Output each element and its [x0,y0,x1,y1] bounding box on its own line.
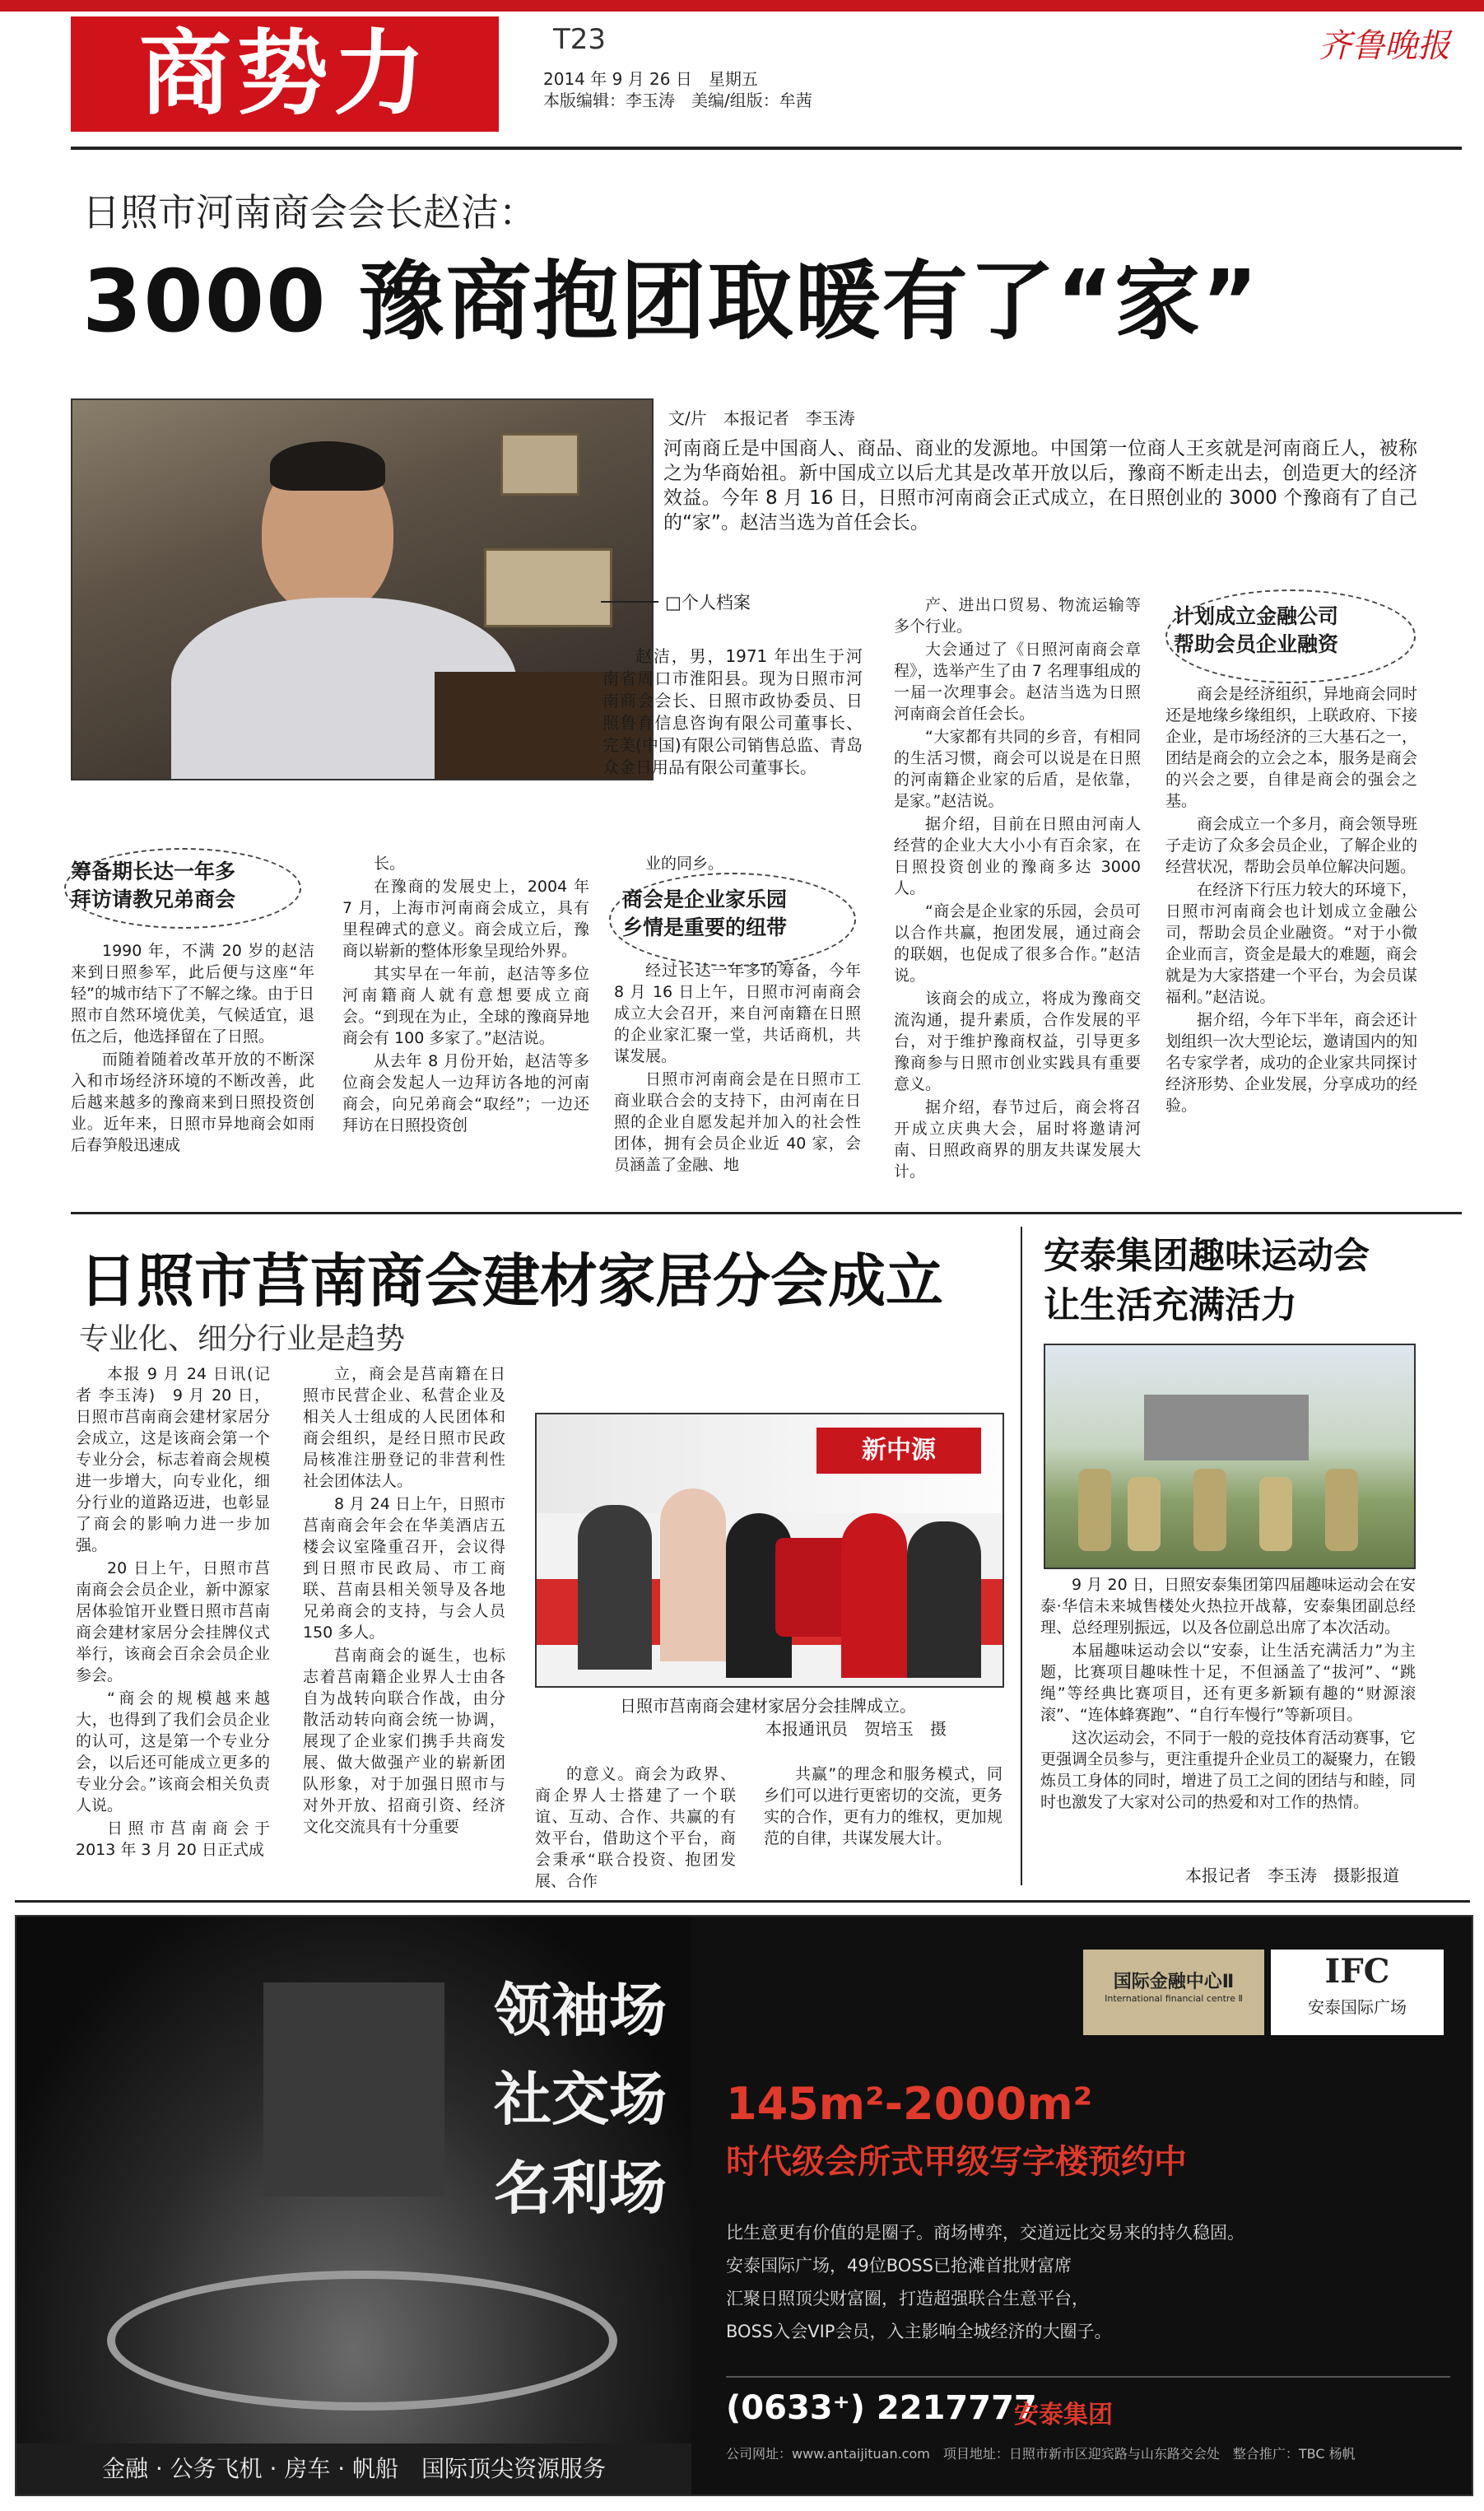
subhead-3 [1174,603,1412,659]
portrait-hair [270,441,385,491]
lead-byline: 文/片 本报记者 李玉涛 [668,408,855,428]
advertisement [15,1915,1473,2496]
brand-ifc2-en: International financial centre Ⅱ [1105,1993,1243,2004]
lead-intro: 河南商丘是中国商人、商品、商业的发源地。中国第一位商人王亥就是河南商丘人，被称之为华商始祖。新中国成立以后尤其是改革开放以后，豫商不断走出去，创造更大的经济效益。今年 8 月 16 日，日照市河南商会正式成立，在日照创业的 3000 个豫商有了自己的“家”。赵洁当选为首任会长。 [663,438,1417,533]
ad-bottom-strip: 金融 · 公务飞机 · 房车 · 帆船 国际顶尖资源服务 [16,2443,691,2495]
paragraph: 这次运动会，不同于一般的竞技体育活动赛事，它更强调全员参与，更注重提升企业员工的凝聚力，在锻炼员工身体的同时，增进了员工之间的团结与和睦，同时也激发了大家对公司的热爱和对工作的热情。 [1040,1729,1417,1811]
person-1 [578,1505,652,1670]
paragraph: 莒南商会的诞生，也标志着莒南籍企业界人士由各自为战转向联合作战，由分散活动转向商会统一协调，展现了企业家们携手共商发展、做大做强产业的崭新团队形象，对于加强日照市与对外开放、招商引资、经济文化交流具有十分重要 [303,1647,505,1836]
subhead-3-line-1: 计划成立金融公司 [1174,604,1339,628]
paragraph: 共赢”的理念和服务模式，同乡们可以进行更密切的交流，更务实的合作，更有力的维权，更加规范的自律，共谋发展大计。 [764,1765,1003,1847]
wall-certificate [500,433,579,496]
paragraph: 日照市莒南商会于 2013 年 3 月 20 日正式成 [76,1819,270,1859]
lead-col-1 [71,940,314,1158]
subhead-1-line-1: 筹备期长达一年多 [71,860,236,883]
sack-racer [1325,1469,1358,1551]
slogan-line: 社交场 [494,2065,667,2133]
sack-racer [1078,1469,1111,1551]
paragraph: 8 月 24 日上午，日照市莒南商会年会在华美酒店五楼会议室隆重召开，会议得到日照市民政局、市工商联、莒南县相关领导及各地兄弟商会的支持，与会人员 150 多人。 [303,1495,505,1642]
paragraph: 经过长达一年多的筹备，今年 8 月 16 日上午，日照市河南商会成立大会召开，来自河南籍在日照的企业家汇聚一堂，共话商机，共谋发展。 [614,962,861,1065]
ad-phone[interactable]: (0633⁺) 2217777 [726,2389,1037,2427]
profile-text: 赵洁，男，1971 年出生于河南省周口市淮阳县。现为日照市河南商会会长、日照市政协委员、日照鲁育信息咨询有限公司董事长、完美(中国)有限公司销售总监、青岛众金日用品有限公司董事长。 [602,646,863,777]
ad-copy-line: 汇聚日照顶尖财富圈，打造超强联合生意平台， [726,2289,1089,2308]
paragraph: 而随着随着改革开放的不断深入和市场经济环境的不断改善，此后越来越多的豫商来到日照投资创业。近年来，日照市异地商会如雨后春笋般迅速成 [71,1051,314,1154]
brand-antai-plaza-name: 安泰国际广场 [1308,1997,1407,2017]
wall-frame [484,548,612,627]
ad-divider [15,1900,1470,1903]
subhead-3-line-2: 帮助会员企业融资 [1174,632,1339,656]
story2-photo [535,1413,1004,1688]
paragraph: 的意义。商会为政界、商企界人士搭建了一个联谊、互动、合作、共赢的有效平台，借助这个平台，商会秉承“联合投资、抱团发展、合作 [535,1765,736,1890]
subhead-2 [622,886,844,942]
paragraph: 长。 [374,855,406,873]
page-number: T23 [553,23,607,56]
paragraph: 在经济下行压力较大的环境下，日照市河南商会也计划成立金融公司，帮助会员企业融资。“对于小微企业而言，资金是最大的难题，商会就是为大家搭建一个平台，为会员谋福利。”赵洁说。 [1165,881,1417,1006]
story2-credit: 本报通讯员 贺培玉 摄 [765,1719,947,1739]
story2-col-4 [764,1763,1003,1851]
lead-col-3b [614,960,861,1177]
person-4 [841,1513,907,1678]
header-rule [71,147,1462,150]
sack-racer [1259,1477,1292,1551]
paragraph: “商会是企业家的乐园，会员可以合作共赢，抱团发展，通过商会的联姻，也促成了很多合作。”赵洁说。 [894,902,1141,985]
paragraph: 立，商会是莒南籍在日照市民营企业、私营企业及相关人士组成的人民团体和商会组织，是经日照市民政局核准注册登记的非营利性社会团体法人。 [303,1365,505,1490]
conference-table [107,2271,617,2411]
paragraph: 该商会的成立，将成为豫商交流沟通，提升素质，合作发展的平台，对于维护豫商权益，引导更多豫商参与日照市创业实践具有重要意义。 [894,990,1141,1093]
paragraph: “商会的规模越来越大，也得到了我们会员企业的认可，这是第一个专业分会，以后还可能成立更多的专业分会。”该商会相关负责人说。 [76,1689,270,1815]
story3-headline-line-1: 安泰集团趣味运动会 [1044,1235,1370,1277]
paragraph: 在豫商的发展史上，2004 年 7 月，上海市河南商会成立，具有里程碑式的意义。商会成立后，豫商以崭新的整体形象呈现给外界。 [342,878,589,960]
paragraph: 本报 9 月 24 日讯(记者 李玉涛) 9 月 20 日，日照市莒南商会建材家居分会成立，这是该商会第一个专业分会，标志着商会规模进一步增大，向专业化，细分行业的道路迈进，也彰显了商会的影响力进一步加强。 [76,1365,270,1554]
ad-rule [726,2376,1450,2378]
paragraph: 1990 年，不满 20 岁的赵洁来到日照参军，此后便与这座“年轻”的城市结下了不解之缘。由于日照市自然环境优美，气候适宜，退伍之后，他选择留在了日照。 [71,942,314,1046]
story3-headline [1044,1232,1370,1330]
sack-racer [1193,1469,1226,1551]
paragraph: 大会通过了《日照河南商会章程》，选举产生了由 7 名理事组成的一届一次理事会。赵洁当选为日照河南商会首任会长。 [894,641,1141,723]
lead-col-5 [1165,683,1417,1118]
section-divider [71,1212,1462,1214]
paragraph: 20 日上午，日照市莒南商会会员企业，新中源家居体验馆开业暨日照市莒南商会建材家居分会挂牌仪式举行，该商会百余会员企业参会。 [76,1559,270,1684]
newspaper-logo: 齐鲁晚报 [1319,27,1450,65]
subhead-2-line-1: 商会是企业家乐园 [622,887,788,911]
paragraph: 9 月 20 日，日照安泰集团第四届趣味运动会在安泰·华信未来城售楼处火热拉开战幕，安泰集团副总经理、总经理别振远，以及各位副总出席了本次活动。 [1040,1576,1416,1637]
story3-body [1040,1574,1416,1815]
paragraph: 产、进出口贸易、物流运输等多个行业。 [894,596,1141,636]
ad-copy [726,2216,1417,2348]
brand-antai-plaza [1271,1950,1444,2035]
profile-label: □个人档案 [665,593,751,613]
photo-building [1144,1395,1309,1460]
editor-credits: 本版编辑：李玉涛 美编/组版：牟茜 [543,91,812,110]
ifc-logo: IFC [1324,1952,1390,1991]
lead-headline: 3000 豫商抱团取暖有了“家” [82,251,1260,352]
lead-kicker: 日照市河南商会会长赵洁： [82,190,537,235]
paragraph: 从去年 8 月份开始，赵洁等多位商会发起人一边拜访各地的河南商会，向兄弟商会“取经”；一边还拜访在日照投资创 [342,1052,589,1134]
paragraph: 据介绍，今年下半年，商会还计划组织一次大型论坛，邀请国内的知名专家学者，成功的企业家共同探讨经济形势、企业发展，分享成功的经验。 [1165,1011,1417,1115]
paragraph: 商会成立一个多月，商会领导班子走访了众多会员企业，了解企业的经营状况，帮助会员单位解决问题。 [1165,815,1417,876]
paragraph: 商会是经济组织，异地商会同时还是地缘乡缘组织，上联政府、下接企业，是市场经济的三大基石之一，团结是商会的立会之本，服务是商会的兴会之要，自律是商会的强会之基。 [1165,685,1417,810]
story2-col-2 [303,1363,505,1839]
lead-col-4 [894,594,1141,1184]
dateline: 2014 年 9 月 26 日 星期五 [543,69,758,89]
masthead-title: 商势力 [71,16,499,132]
slogan-line: 名利场 [494,2154,667,2222]
person-5 [907,1521,981,1678]
ad-tagline: 时代级会所式甲级写字楼预约中 [726,2143,1187,2181]
paragraph: 其实早在一年前，赵洁等多位河南籍商人就有意想要成立商会。“到现在为止，全球的豫商异地商会有 100 多家了。”赵洁说。 [342,965,589,1047]
subhead-1 [71,858,285,914]
story3-credit: 本报记者 李玉涛 摄影报道 [1185,1866,1399,1885]
person-2 [660,1488,726,1661]
lead-col-2 [342,853,589,1138]
ad-area: 145m²-2000m² [726,2078,1093,2130]
paragraph: 日照市河南商会是在日照市工商业联合会的支持下，由河南在日照的企业自愿发起并加入的社会性团体，拥有会员企业近 40 家，会员涵盖了金融、地 [614,1070,861,1174]
paragraph: “大家都有共同的乡音，有相同的生活习惯，商会可以说是在日照的河南籍企业家的后盾，是依靠，是家。”赵洁说。 [894,728,1141,810]
story2-headline: 日照市莒南商会建材家居分会成立 [79,1247,943,1315]
ad-copy-line: 安泰国际广场，49位BOSS已抢滩首批财富席 [726,2256,1072,2276]
photo-sign: 新中源 [816,1428,981,1474]
story3-photo [1044,1344,1416,1569]
story2-subhead: 专业化、细分行业是趋势 [79,1322,406,1356]
subhead-1-line-2: 拜访请教兄弟商会 [71,887,236,911]
paragraph: 据介绍，目前在日照由河南人经营的企业大大小小有百余家，在日照投资创业的豫商多达 3000 人。 [894,815,1141,897]
ad-footer: 公司网址：www.antaijituan.com 项目地址：日照市新市区迎宾路与山东路交会处 整合推广：TBC 杨帆 [726,2446,1356,2462]
ad-copy-line: BOSS入会VIP会员，入主影响全城经济的大圈子。 [726,2322,1112,2341]
ad-company: 安泰集团 [1014,2401,1113,2429]
brand-ifc2 [1083,1950,1264,2035]
conference-screen [263,1982,444,2197]
story2-col-1 [76,1363,270,1862]
portrait-photo [71,398,654,780]
paragraph: 业的同乡。 [645,855,724,873]
slogan-line: 领袖场 [494,1976,667,2044]
paragraph: 据介绍，春节过后，商会将召开成立庆典大会，届时将邀请河南、日照政商界的朋友共谋发展大计。 [894,1098,1141,1181]
sack-racer [1128,1477,1161,1551]
ad-copy-line: 比生意更有价值的是圈子。商场博弈，交道远比交易来的持久稳固。 [726,2223,1244,2243]
column-divider [1021,1227,1022,1885]
top-red-bar [0,0,1484,12]
brand-ifc2-name: 国际金融中心Ⅱ [1113,1972,1235,1992]
paragraph: 本届趣味运动会以“安泰，让生活充满活力”为主题，比赛项目趣味性十足，不但涵盖了“拔河”、“跳绳”等经典比赛项目，还有更多新颖有趣的“财源滚滚”、“连体蜂赛跑”、“自行车慢行”等新项目。 [1040,1642,1416,1724]
story2-col-3 [535,1763,736,1894]
subhead-2-line-2: 乡情是重要的纽带 [622,915,788,939]
story3-headline-line-2: 让生活充满活力 [1044,1284,1297,1326]
story2-caption: 日照市莒南商会建材家居分会挂牌成立。 [620,1696,916,1716]
profile-leader-line [601,601,658,603]
ad-slogans [494,1966,667,2233]
